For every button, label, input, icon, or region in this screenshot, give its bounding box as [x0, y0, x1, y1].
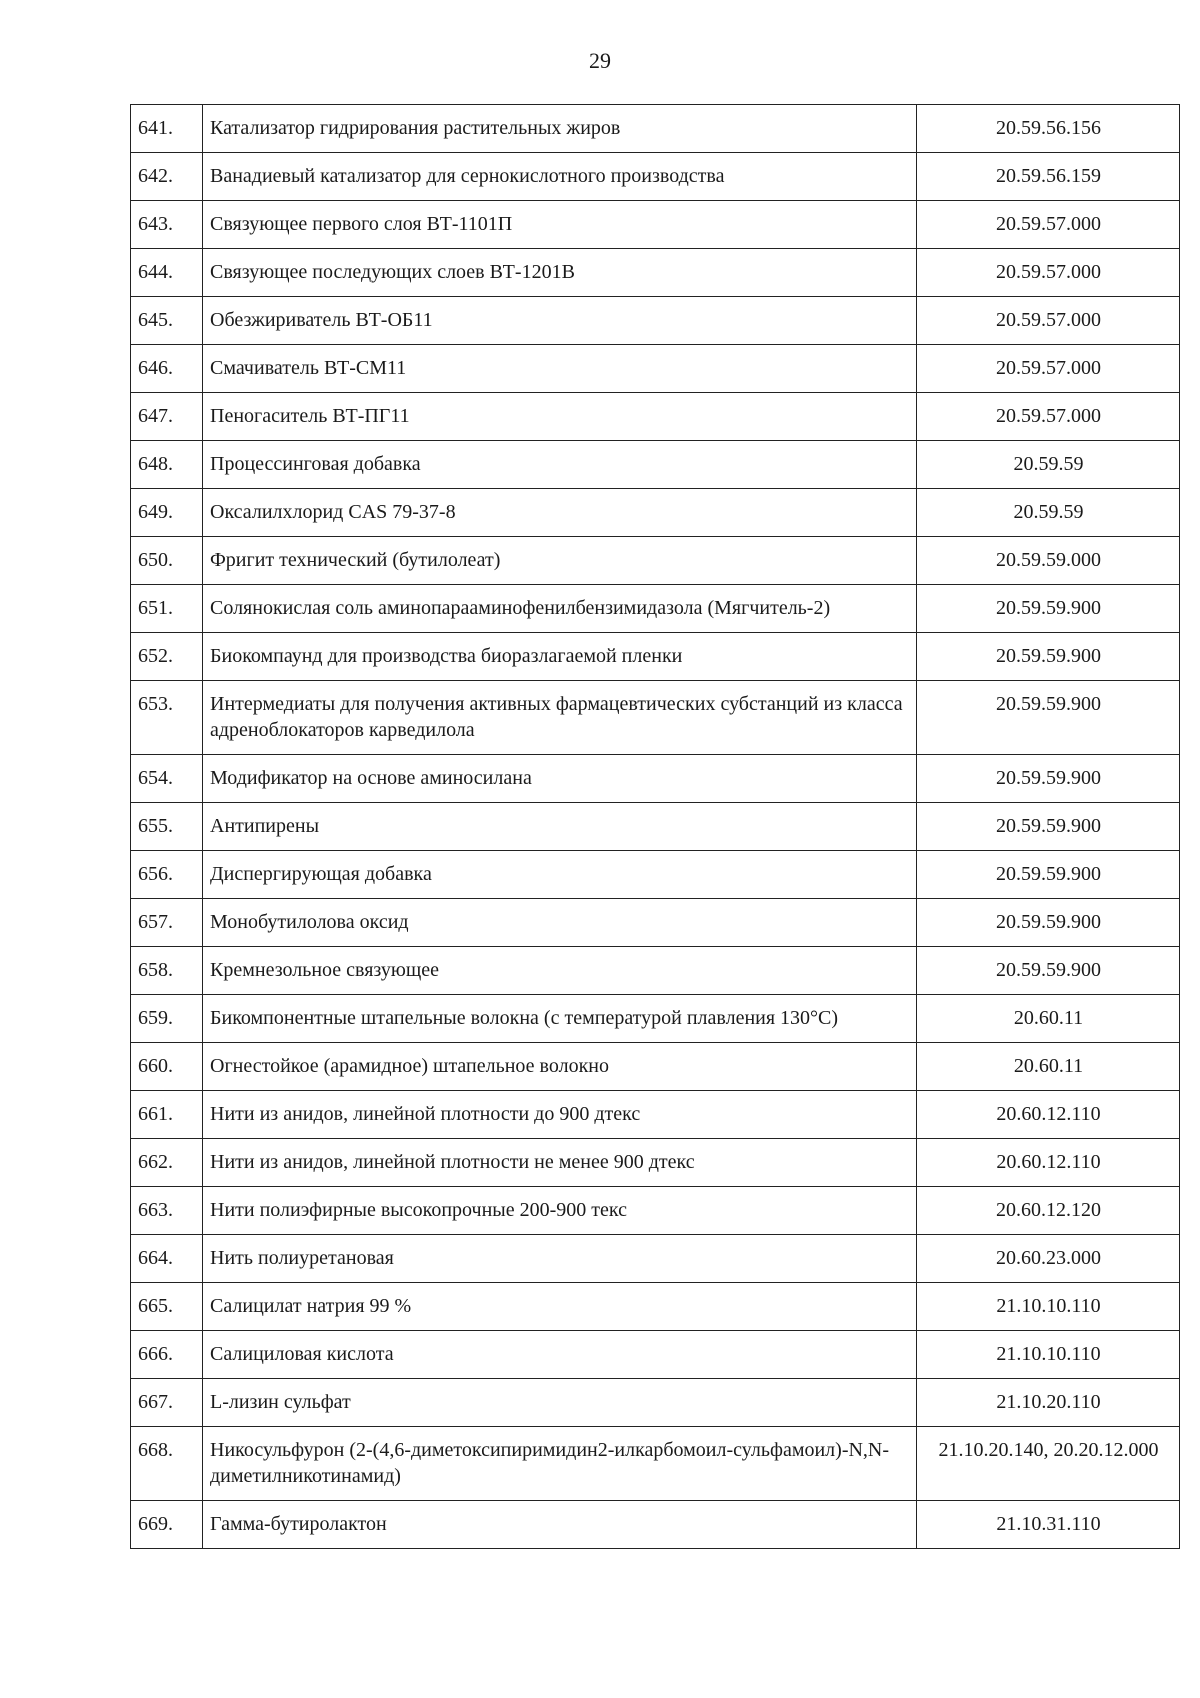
- product-name: Оксалилхлорид CAS 79-37-8: [203, 489, 917, 537]
- product-code: 20.59.59.900: [917, 681, 1180, 755]
- product-code: 21.10.31.110: [917, 1501, 1180, 1549]
- product-name: Катализатор гидрирования растительных жиров: [203, 105, 917, 153]
- product-name: Салицилат натрия 99 %: [203, 1283, 917, 1331]
- row-number: 651.: [131, 585, 203, 633]
- row-number: 664.: [131, 1235, 203, 1283]
- table-row: [131, 1331, 1180, 1379]
- table-row: [131, 297, 1180, 345]
- row-number: 668.: [131, 1427, 203, 1501]
- product-name: Никосульфурон (2-(4,6-диметоксипиримидин2-илкарбомоил-сульфамоил)-N,N-диметилникотинамид): [203, 1427, 917, 1501]
- table-row: [131, 851, 1180, 899]
- product-name: Связующее первого слоя ВТ-1101П: [203, 201, 917, 249]
- table-row: [131, 585, 1180, 633]
- row-number: 654.: [131, 755, 203, 803]
- product-code: 20.59.59: [917, 489, 1180, 537]
- row-number: 662.: [131, 1139, 203, 1187]
- row-number: 647.: [131, 393, 203, 441]
- product-code: 20.59.57.000: [917, 345, 1180, 393]
- row-number: 665.: [131, 1283, 203, 1331]
- product-code: 20.59.57.000: [917, 297, 1180, 345]
- product-name: Ванадиевый катализатор для сернокислотного производства: [203, 153, 917, 201]
- product-code: 20.60.12.120: [917, 1187, 1180, 1235]
- table-row: [131, 755, 1180, 803]
- product-name: Монобутилолова оксид: [203, 899, 917, 947]
- row-number: 653.: [131, 681, 203, 755]
- row-number: 645.: [131, 297, 203, 345]
- product-code: 20.59.59.000: [917, 537, 1180, 585]
- table-row: [131, 1379, 1180, 1427]
- row-number: 642.: [131, 153, 203, 201]
- row-number: 658.: [131, 947, 203, 995]
- table-row: [131, 441, 1180, 489]
- product-name: Огнестойкое (арамидное) штапельное волокно: [203, 1043, 917, 1091]
- table-row: [131, 947, 1180, 995]
- product-name: Интермедиаты для получения активных фармацевтических субстанций из класса адреноблокаторов карведилола: [203, 681, 917, 755]
- row-number: 667.: [131, 1379, 203, 1427]
- product-name: Модификатор на основе аминосилана: [203, 755, 917, 803]
- product-name: Нить полиуретановая: [203, 1235, 917, 1283]
- product-name: L-лизин сульфат: [203, 1379, 917, 1427]
- product-code: 20.60.11: [917, 1043, 1180, 1091]
- products-table: [130, 104, 1180, 1549]
- product-code: 20.59.59: [917, 441, 1180, 489]
- row-number: 657.: [131, 899, 203, 947]
- product-code: 20.59.57.000: [917, 249, 1180, 297]
- table-row: [131, 1187, 1180, 1235]
- table-row: [131, 1235, 1180, 1283]
- product-name: Связующее последующих слоев ВТ-1201В: [203, 249, 917, 297]
- table-row: [131, 249, 1180, 297]
- table-row: [131, 489, 1180, 537]
- product-code: 20.59.57.000: [917, 393, 1180, 441]
- table-row: [131, 105, 1180, 153]
- product-code: 20.59.59.900: [917, 755, 1180, 803]
- table-row: [131, 1139, 1180, 1187]
- product-code: 20.59.56.159: [917, 153, 1180, 201]
- product-code: 20.59.59.900: [917, 633, 1180, 681]
- product-name: Нити полиэфирные высокопрочные 200-900 текс: [203, 1187, 917, 1235]
- table-body: [131, 105, 1180, 1549]
- table-row: [131, 1283, 1180, 1331]
- product-code: 20.60.11: [917, 995, 1180, 1043]
- product-code: 20.59.59.900: [917, 947, 1180, 995]
- product-name: Нити из анидов, линейной плотности не менее 900 дтекс: [203, 1139, 917, 1187]
- row-number: 661.: [131, 1091, 203, 1139]
- product-code: 20.59.57.000: [917, 201, 1180, 249]
- product-code: 21.10.20.110: [917, 1379, 1180, 1427]
- product-name: Смачиватель ВТ-СМ11: [203, 345, 917, 393]
- product-name: Солянокислая соль аминопарааминофенилбензимидазола (Мягчитель-2): [203, 585, 917, 633]
- row-number: 644.: [131, 249, 203, 297]
- row-number: 659.: [131, 995, 203, 1043]
- row-number: 660.: [131, 1043, 203, 1091]
- table-row: [131, 1501, 1180, 1549]
- product-code: 20.60.12.110: [917, 1139, 1180, 1187]
- product-name: Пеногаситель ВТ-ПГ11: [203, 393, 917, 441]
- table-row: [131, 1043, 1180, 1091]
- table-row: [131, 393, 1180, 441]
- product-code: 21.10.10.110: [917, 1331, 1180, 1379]
- product-name: Гамма-бутиролактон: [203, 1501, 917, 1549]
- product-code: 20.59.59.900: [917, 851, 1180, 899]
- product-name: Процессинговая добавка: [203, 441, 917, 489]
- table-row: [131, 681, 1180, 755]
- row-number: 656.: [131, 851, 203, 899]
- row-number: 663.: [131, 1187, 203, 1235]
- product-name: Нити из анидов, линейной плотности до 900 дтекс: [203, 1091, 917, 1139]
- table-row: [131, 995, 1180, 1043]
- table-row: [131, 1427, 1180, 1501]
- product-code: 20.60.12.110: [917, 1091, 1180, 1139]
- product-code: 20.59.59.900: [917, 803, 1180, 851]
- table-row: [131, 345, 1180, 393]
- product-name: Обезжириватель ВТ-ОБ11: [203, 297, 917, 345]
- row-number: 666.: [131, 1331, 203, 1379]
- table-row: [131, 633, 1180, 681]
- product-code: 20.59.56.156: [917, 105, 1180, 153]
- row-number: 641.: [131, 105, 203, 153]
- row-number: 646.: [131, 345, 203, 393]
- row-number: 648.: [131, 441, 203, 489]
- product-name: Диспергирующая добавка: [203, 851, 917, 899]
- product-name: Антипирены: [203, 803, 917, 851]
- product-name: Биокомпаунд для производства биоразлагаемой пленки: [203, 633, 917, 681]
- row-number: 669.: [131, 1501, 203, 1549]
- product-name: Кремнезольное связующее: [203, 947, 917, 995]
- row-number: 649.: [131, 489, 203, 537]
- table-row: [131, 153, 1180, 201]
- product-code: 20.60.23.000: [917, 1235, 1180, 1283]
- row-number: 650.: [131, 537, 203, 585]
- product-code: 20.59.59.900: [917, 585, 1180, 633]
- product-name: Фригит технический (бутилолеат): [203, 537, 917, 585]
- product-code: 21.10.20.140, 20.20.12.000: [917, 1427, 1180, 1501]
- table-row: [131, 201, 1180, 249]
- row-number: 652.: [131, 633, 203, 681]
- product-name: Салициловая кислота: [203, 1331, 917, 1379]
- row-number: 655.: [131, 803, 203, 851]
- table-row: [131, 1091, 1180, 1139]
- row-number: 643.: [131, 201, 203, 249]
- table-row: [131, 537, 1180, 585]
- table-row: [131, 899, 1180, 947]
- product-code: 20.59.59.900: [917, 899, 1180, 947]
- table-row: [131, 803, 1180, 851]
- page-number: 29: [589, 48, 611, 73]
- product-name: Бикомпонентные штапельные волокна (с температурой плавления 130°С): [203, 995, 917, 1043]
- product-code: 21.10.10.110: [917, 1283, 1180, 1331]
